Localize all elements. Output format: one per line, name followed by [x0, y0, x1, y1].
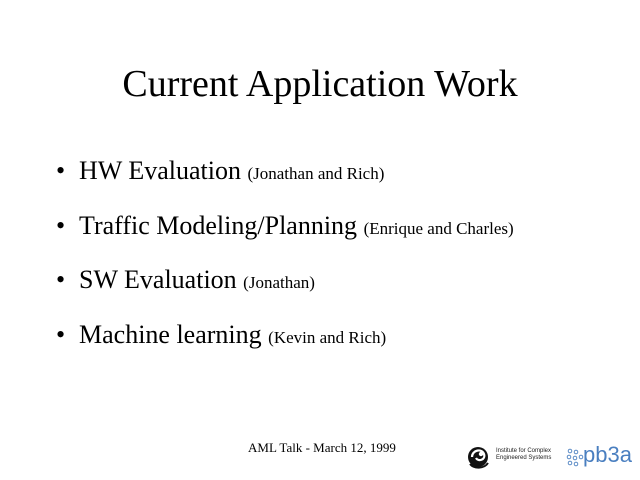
bullet-people: (Jonathan and Rich): [247, 164, 385, 183]
institute-name-line1: Institute for Complex: [496, 448, 552, 454]
institute-logo: [466, 442, 566, 472]
bullet-people: (Jonathan): [243, 273, 315, 293]
slide-title: Current Application Work: [122, 63, 518, 105]
bullet-dot-icon: •: [56, 210, 66, 240]
institute-name: [496, 448, 551, 462]
slide-footer: AML Talk - March 12, 1999: [248, 440, 396, 455]
bullet-dot-icon: •: [56, 320, 66, 350]
bullet-topic: Traffic Modeling/Planning: [79, 210, 358, 240]
pb3a-wordmark: pb3a: [583, 442, 632, 467]
bullet-text: [79, 319, 386, 354]
bullet-text: [79, 210, 514, 245]
bullet-text: [79, 155, 384, 190]
bullet-dot-icon: •: [56, 265, 66, 295]
bullet-text: [79, 264, 315, 299]
bullet-topic: Machine learning: [79, 320, 262, 350]
bullet-topic: SW Evaluation: [79, 265, 237, 295]
bullet-topic: HW Evaluation: [79, 156, 241, 185]
bullet-people: (Enrique and Charles): [363, 218, 514, 238]
institute-name-line2: Engineered Systems: [496, 455, 552, 461]
bullet-people: (Kevin and Rich): [268, 328, 387, 348]
icse-swirl-icon: [466, 442, 494, 470]
bullet-dot-icon: •: [56, 156, 66, 185]
pb3a-logo: [566, 441, 636, 473]
